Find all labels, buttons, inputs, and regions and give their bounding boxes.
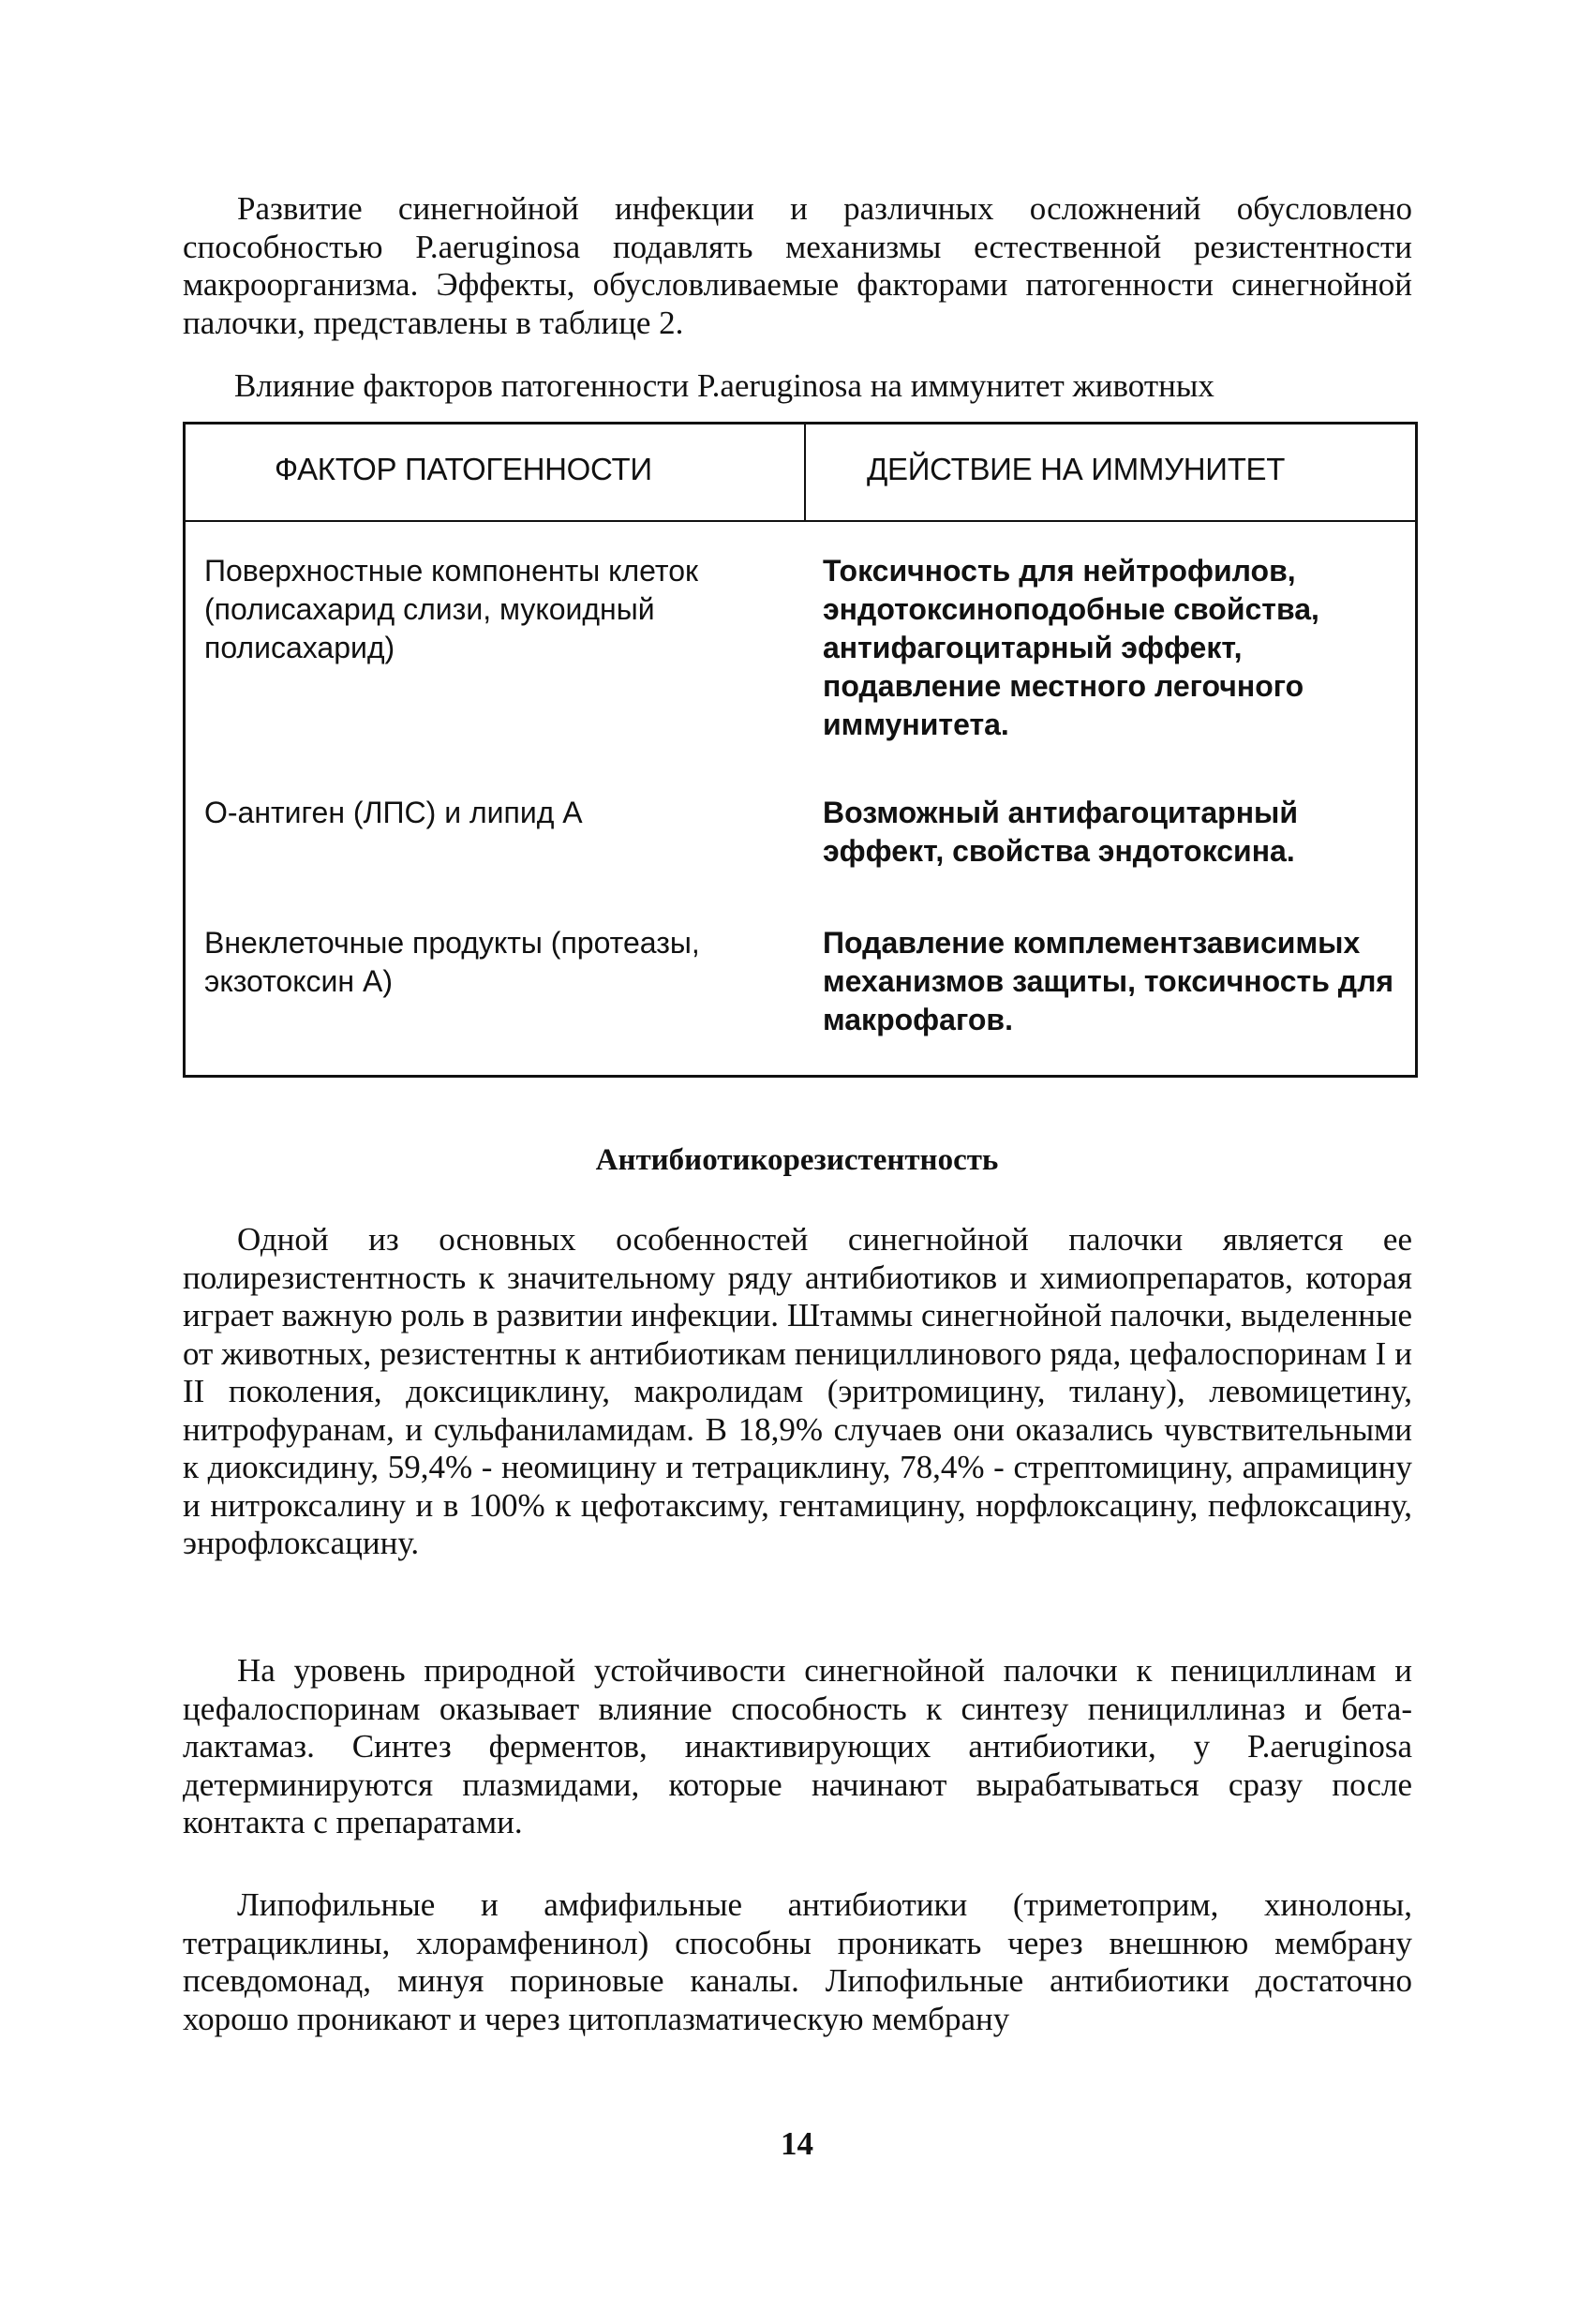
body-paragraph: Одной из основных особенностей синегнойной палочки является ее полирезистентность к значительному ряду антибиотиков и химиопрепаратов, которая играет важную роль в развитии инфекции. Штаммы синегнойной палочки, выделенные от животных, резистентны к антибиотикам пенициллинового ряда, цефалоспоринам I и II поколения, доксициклину, макролидам (эритромицину, тилану), левомицетину, нитрофуранам, и сульфаниламидам. В 18,9% случаев они оказались чувствительными к диоксидину, 59,4% - неомицину и тетрациклину, 78,4% - стрептомицину, апрамицину и нитроксалину и в 100% к цефотаксиму, гентамицину, норфлоксацину, пефлоксацину, энрофлоксацину. (183, 1221, 1412, 1561)
table-cell-factor: О-антиген (ЛПС) и липид А (204, 796, 583, 829)
page-number: 14 (781, 2125, 813, 2162)
body-paragraph: На уровень природной устойчивости синегнойной палочки к пенициллинам и цефалоспоринам оказывает влияние способность к синтезу пенициллиназ и бета-лактамаз. Синтез ферментов, инактивирующих антибиотики, у P.aeruginosa детерминируются плазмидами, которые начинают вырабатываться сразу после контакта с препаратами. (183, 1652, 1412, 1840)
table-cell-factor: Поверхностные компоненты клеток (полисахарид слизи, мукоидный полисахарид) (204, 554, 698, 664)
section-heading: Антибиотикорезистентность (595, 1143, 999, 1177)
table-cell-action: Возможный антифагоцитарный эффект, свойства эндотоксина. (823, 796, 1299, 868)
table-cell-factor: Внеклеточные продукты (протеазы, экзотоксин А) (204, 926, 700, 998)
table-cell-action: Подавление комплементзависимых механизмов защиты, токсичность для макрофагов. (823, 926, 1394, 1036)
intro-paragraph: Развитие синегнойной инфекции и различных осложнений обусловлено способностью P.aeruginosa подавлять механизмы естественной резистентности макроорганизма. Эффекты, обусловливаемые факторами патогенности синегнойной палочки, представлены в таблице 2. (183, 190, 1412, 341)
table-header-action: ДЕЙСТВИЕ НА ИММУНИТЕТ (867, 452, 1286, 486)
table-caption: Влияние факторов патогенности P.aeruginosa на иммунитет животных (234, 367, 1214, 404)
table-header-divider (804, 425, 806, 521)
body-paragraph: Липофильные и амфифильные антибиотики (триметоприм, хинолоны, тетрациклины, хлорамфенинол) способны проникать через внешнюю мембрану псевдомонад, минуя пориновые каналы. Липофильные антибиотики достаточно хорошо проникают и через цитоплазматическую мембрану (183, 1886, 1412, 2037)
table-header-rule (186, 520, 1415, 522)
pathogenicity-table (183, 422, 1418, 1078)
table-cell-action: Токсичность для нейтрофилов, эндотоксиноподобные свойства, антифагоцитарный эффект, подавление местного легочного иммунитета. (823, 554, 1319, 741)
table-header-factor: ФАКТОР ПАТОГЕННОСТИ (275, 452, 652, 486)
